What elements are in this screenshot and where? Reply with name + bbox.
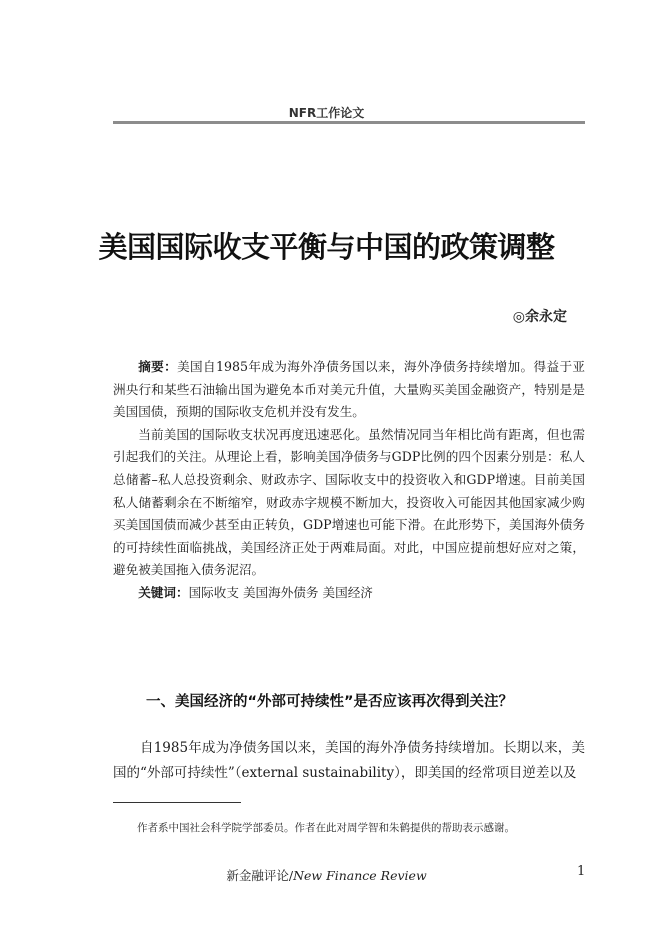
body-text — [113, 736, 585, 786]
keywords-text: 国际收支 美国海外债务 美国经济 — [188, 584, 373, 600]
journal-separator: / — [288, 868, 294, 883]
journal-name-en: New Finance Review — [293, 868, 427, 883]
paper-title: 美国国际收支平衡与中国的政策调整 — [98, 230, 555, 264]
journal-name-cn: 新金融评论 — [226, 868, 289, 883]
journal-footer — [0, 866, 653, 884]
section-heading: 一、美国经济的“外部可持续性”是否应该再次得到关注？ — [146, 694, 514, 710]
keywords-label: 关键词： — [138, 584, 189, 600]
abstract — [113, 356, 585, 605]
abstract-text: 美国自1985年成为海外净债务国以来，海外净债务持续增加。得益于亚洲央行和某些石油输出国为避免本币对美元升值，大量购买美国金融资产，特别是是美国国债，预期的国际收支危机并没有发生。 — [113, 359, 585, 420]
footnote: 作者系中国社会科学院学部委员。作者在此对周学智和朱鹤提供的帮助表示感谢。 — [137, 822, 515, 834]
page-number: 1 — [577, 864, 586, 879]
author-name: ◎余永定 — [512, 309, 567, 325]
header-rule — [113, 121, 585, 124]
abstract-paragraph-2: 当前美国的国际收支状况再度迅速恶化。虽然情况同当年相比尚有距离，但也需引起我们的关注。从理论上看，影响美国净债务与GDP比例的四个因素分别是：私人总储蓄–私人总投资剩余、财政赤字、国际收支中的投资收入和GDP增速。目前美国私人储蓄剩余在不断缩窄，财政赤字规模不断加大，投资收入可能因其他国家减少购买美国国债而减少甚至由正转负，GDP增速也可能下滑。在此形势下，美国海外债务的可持续性面临挑战，美国经济正处于两难局面。对此，中国应提前想好应对之策，避免被美国拖入债务泥沼。 — [113, 426, 585, 578]
abstract-label: 摘要： — [138, 359, 178, 374]
abstract-paragraph — [113, 356, 585, 424]
body-paragraph: 自1985年成为净债务国以来，美国的海外净债务持续增加。长期以来，美国的“外部可持续性”（external sustainability），即美国的经常项目逆差以及 — [113, 740, 585, 781]
footnote-rule — [113, 802, 241, 803]
keywords-line — [113, 582, 585, 605]
running-header: NFR工作论文 — [288, 106, 365, 120]
